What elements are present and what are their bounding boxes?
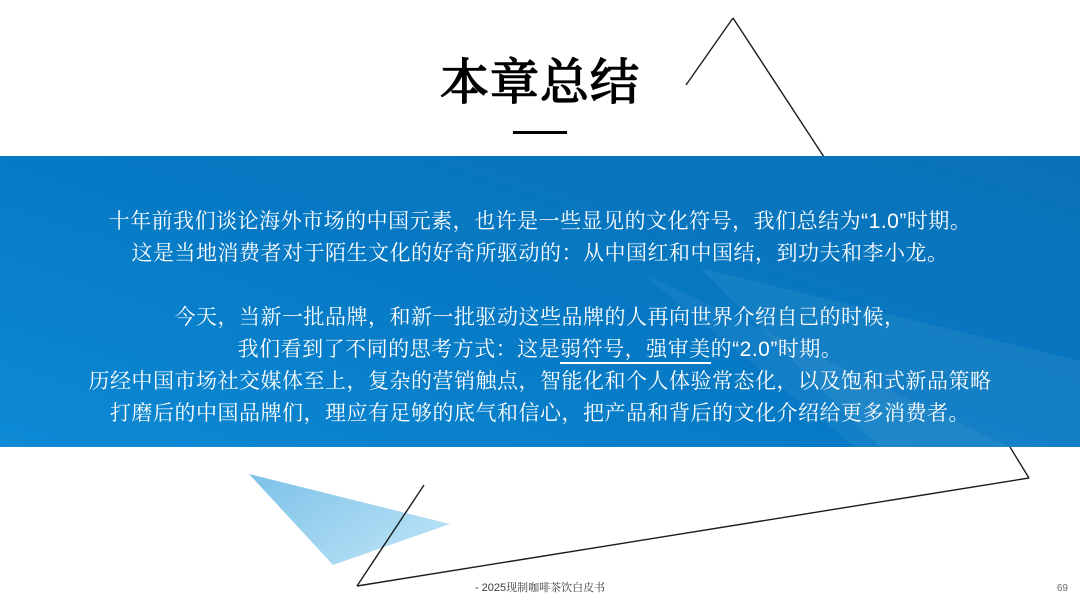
title-underline xyxy=(513,131,567,134)
footer-source: - 2025现制咖啡茶饮白皮书 xyxy=(474,582,606,594)
summary-paragraph-2 xyxy=(0,302,1080,430)
summary-p1-line2: 这是当地消费者对于陌生文化的好奇所驱动的：从中国红和中国结，到功夫和李小龙。 xyxy=(131,242,949,265)
summary-p2-line2-post: 的“2.0”时期。 xyxy=(710,338,843,361)
summary-p2-line2-pre: 我们看到了不同的思考方式：这是 xyxy=(237,338,561,361)
summary-paragraph-1 xyxy=(0,206,1080,270)
summary-p2-line2-underlined-phrase: 弱符号，强审美 xyxy=(560,338,711,364)
blue-triangle-shape xyxy=(249,474,450,565)
summary-p2-line4: 打磨后的中国品牌们，理应有足够的底气和信心，把产品和背后的文化介绍给更多消费者。 xyxy=(110,402,970,425)
summary-p2-line2 xyxy=(0,334,1080,366)
summary-p1-line1: 十年前我们谈论海外市场的中国元素，也许是一些显见的文化符号，我们总结为“1.0”时期。 xyxy=(108,210,972,233)
triangle-outline-segment-bottom-edge xyxy=(357,478,1029,586)
triangle-outline-segment-right-vertex xyxy=(1010,447,1029,478)
page-number: 69 xyxy=(1056,583,1068,594)
summary-p2-line3: 历经中国市场社交媒体至上，复杂的营销触点，智能化和个人体验常态化，以及饱和式新品策略 xyxy=(88,370,992,393)
summary-p2-line1: 今天，当新一批品牌，和新一批驱动这些品牌的人再向世界介绍自己的时候， xyxy=(174,306,906,329)
summary-text-block xyxy=(0,206,1080,430)
page-title: 本章总结 xyxy=(439,56,640,110)
summary-banner xyxy=(0,156,1080,447)
